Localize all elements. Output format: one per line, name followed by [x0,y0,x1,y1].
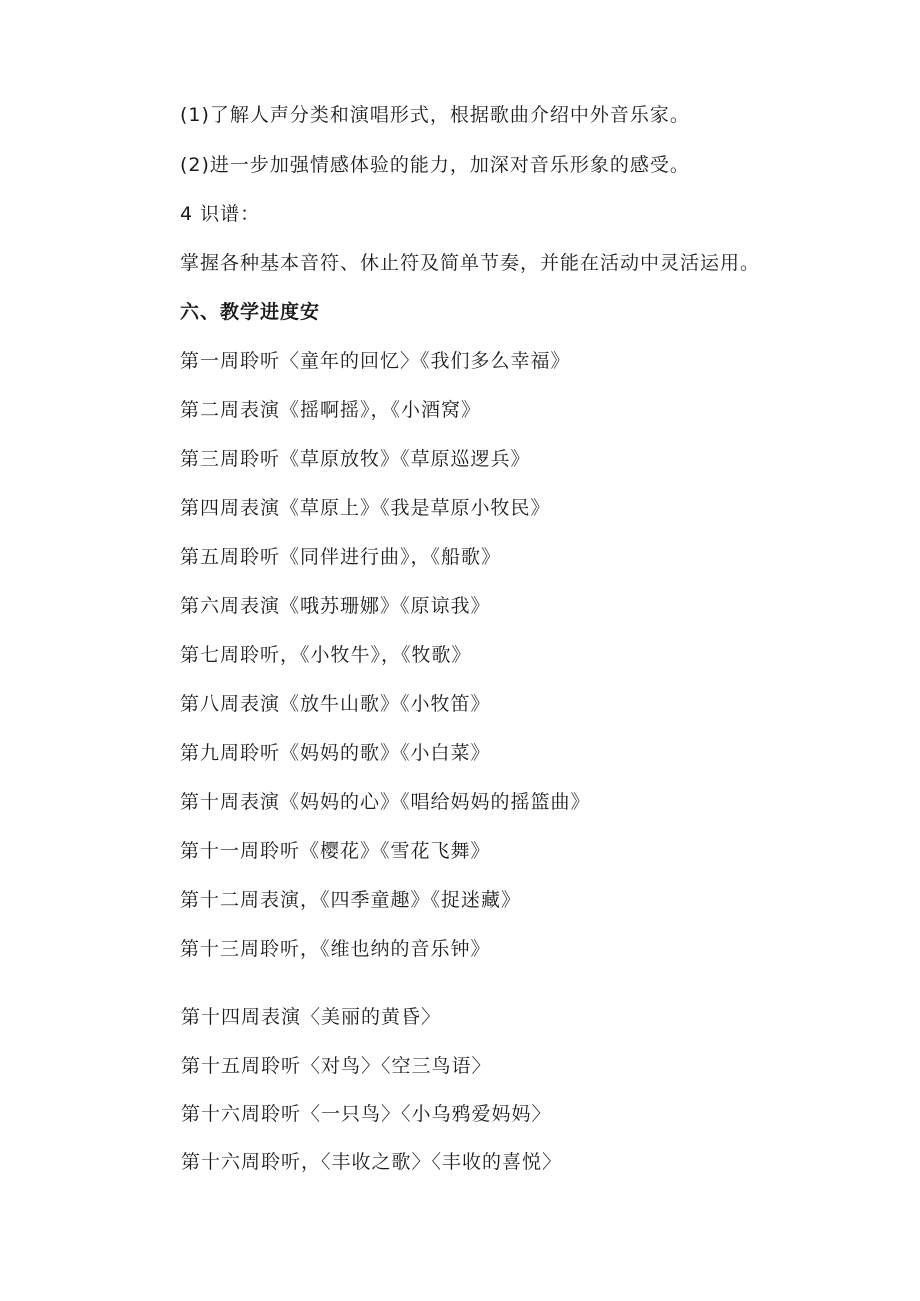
schedule-week-8: 第八周表演《放牛山歌》《小牧笛》 [180,693,491,715]
objective-item-2: (2)进一步加强情感体验的能力，加深对音乐形象的感受。 [180,154,690,176]
schedule-week-9: 第九周聆听《妈妈的歌》《小白菜》 [180,742,491,764]
schedule-week-15: 第十五周聆听〈对鸟〉〈空三鸟语〉 [181,1055,492,1077]
notation-text: 掌握各种基本音符、休止符及简单节奏，并能在活动中灵活运用。 [180,252,761,274]
schedule-week-5: 第五周聆听《同伴进行曲》，《船歌》 [180,546,502,568]
objective-item-1: (1)了解人声分类和演唱形式，根据歌曲介绍中外音乐家。 [180,104,690,126]
schedule-week-10: 第十周表演《妈妈的心》《唱给妈妈的摇篮曲》 [180,791,591,813]
schedule-week-2: 第二周表演《摇啊摇》，《小酒窝》 [180,399,482,421]
schedule-week-1: 第一周聆听〈童年的回忆〉《我们多么幸福》 [180,350,571,372]
notation-heading: 4 识谱： [180,203,261,225]
schedule-week-14: 第十四周表演〈美丽的黄昏〉 [181,1006,442,1028]
schedule-week-16a: 第十六周聆听〈一只鸟〉〈小乌鸦爱妈妈〉 [181,1103,552,1125]
schedule-week-16b: 第十六周聆听，〈丰收之歌〉〈丰收的喜悦〉 [181,1151,563,1173]
schedule-week-11: 第十一周聆听《樱花》《雪花飞舞》 [180,840,491,862]
schedule-heading: 六、教学进度安 [180,301,321,323]
schedule-week-4: 第四周表演《草原上》《我是草原小牧民》 [180,497,551,519]
schedule-week-7: 第七周聆听，《小牧牛》，《牧歌》 [180,644,472,666]
schedule-week-6: 第六周表演《哦苏珊娜》《原谅我》 [180,595,491,617]
schedule-week-12: 第十二周表演，《四季童趣》《捉迷藏》 [180,889,522,911]
schedule-week-13: 第十三周聆听，《维也纳的音乐钟》 [180,938,491,960]
schedule-week-3: 第三周聆听《草原放牧》《草原巡逻兵》 [180,448,531,470]
